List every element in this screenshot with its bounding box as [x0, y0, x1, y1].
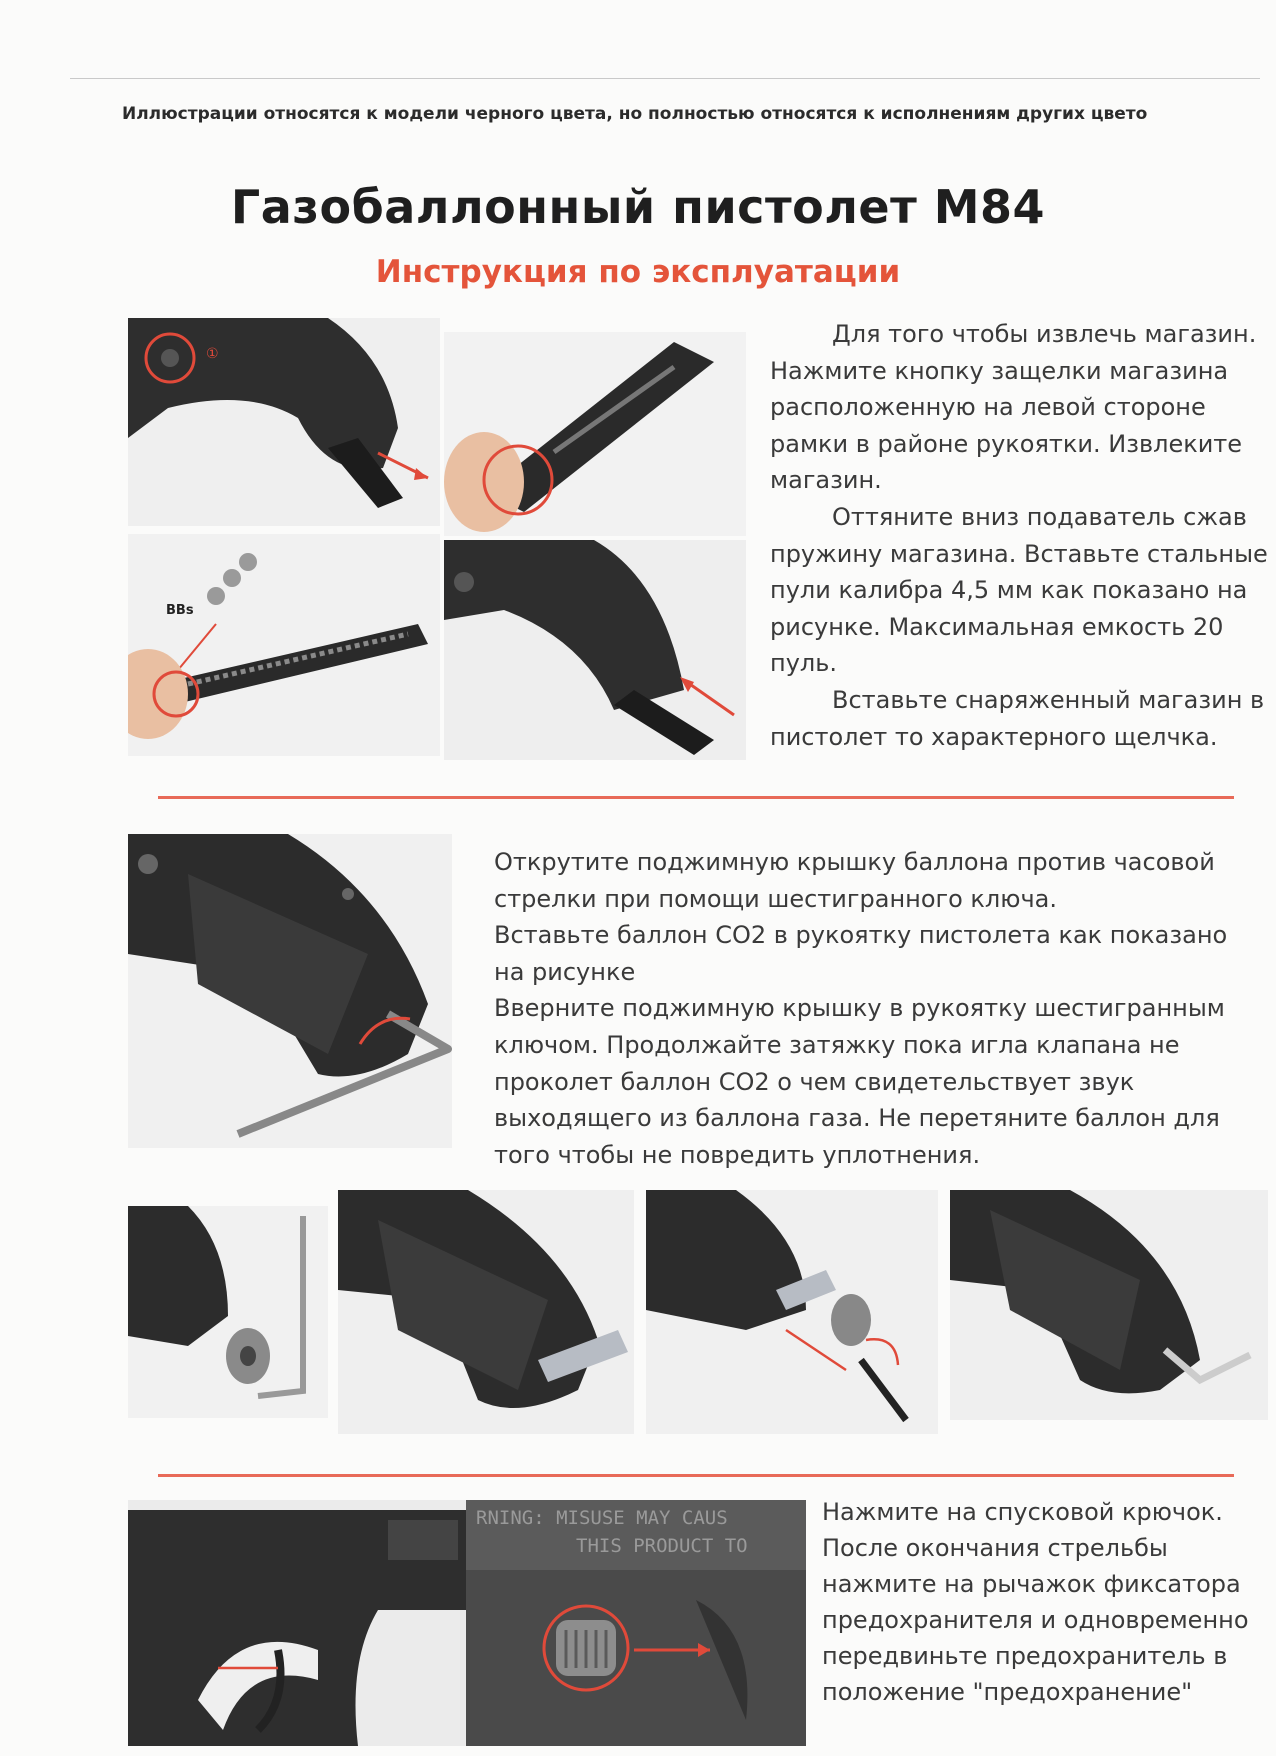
photo-grip-hex-key: [128, 834, 452, 1148]
photo-magazine-removed: [444, 332, 746, 536]
engraving-line-1: RNING: MISUSE MAY CAUS: [476, 1507, 728, 1529]
marker-label: ①: [206, 346, 219, 362]
section-divider-1: [158, 796, 1234, 799]
photo-co2-cap-arrow: [646, 1190, 938, 1434]
co2-step-3: Вверните поджимную крышку в рукоятку шестигранным ключом. Продолжайте затяжку пока игла клапана не проколет баллон СО2 о чем свидетельствует звук выходящего из баллона газа. Не перетяните баллон для того чтобы не повредить уплотнения.: [494, 994, 1225, 1169]
trigger-safety-instructions: Нажмите на спусковой крючок. После окончания стрельбы нажмите на рычажок фиксатора предохранителя и одновременно передвиньте предохранитель в положение "предохранение": [822, 1498, 1249, 1706]
magazine-step-3: Вставьте снаряженный магазин в пистолет то характерного щелчка.: [770, 685, 1265, 751]
photo-safety-lever: [466, 1500, 806, 1746]
magazine-step-2: Оттяните вниз подаватель сжав пружину магазина. Вставьте стальные пули калибра 4,5 мм как показано на рисунке. Максимальная емкость 20 пуль.: [770, 502, 1268, 678]
engraving-line-2: THIS PRODUCT TO: [576, 1535, 748, 1557]
co2-instructions: [494, 844, 1264, 1173]
magazine-step-1: Для того чтобы извлечь магазин. Нажмите кнопку защелки магазина расположенную на левой стороне рамки в районе рукоятки. Извлеките магазин.: [770, 320, 1257, 495]
page-subtitle: Инструкция по эксплуатации: [375, 254, 901, 290]
photo-insert-magazine: [444, 540, 746, 760]
magazine-instructions: [770, 316, 1270, 755]
photo-tighten-cap: [950, 1190, 1268, 1420]
illustration-note: Иллюстрации относятся к модели черного цвета, но полностью относятся к исполнениям других цвето: [122, 104, 1148, 124]
co2-step-1: Открутите поджимную крышку баллона против часовой стрелки при помощи шестигранного ключа.: [494, 848, 1215, 913]
photo-magazine-release: [128, 318, 440, 526]
photo-trigger: [128, 1500, 466, 1746]
photo-insert-co2: [338, 1190, 634, 1434]
top-rule: [70, 78, 1260, 79]
photo-grip-cap-removed: [128, 1206, 328, 1418]
bbs-label: BBs: [166, 603, 194, 618]
co2-step-2: Вставьте баллон СО2 в рукоятку пистолета как показано на рисунке: [494, 921, 1228, 986]
section-divider-2: [158, 1474, 1234, 1477]
page-title: Газобаллонный пистолет М84: [230, 180, 1046, 234]
photo-loading-bbs: [128, 534, 440, 756]
